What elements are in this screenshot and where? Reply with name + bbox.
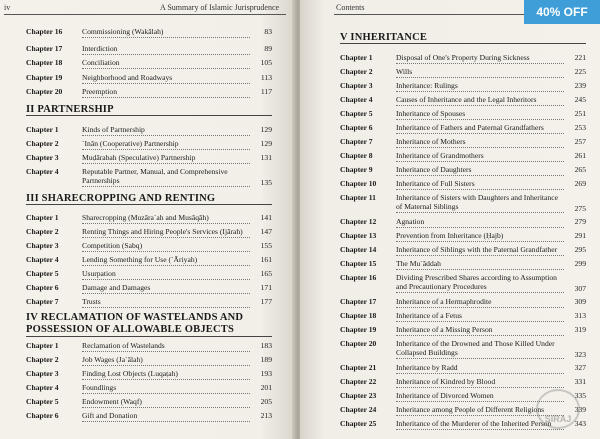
toc-row[interactable]: Chapter 19 Inheritance of a Missing Person 319 (340, 325, 586, 334)
section-heading: IV RECLAMATION OF WASTELANDS AND POSSESSION OF ALLOWABLE OBJECTS (26, 312, 272, 338)
toc-row[interactable]: Chapter 2 Job Wages (Ja`ālah) 189 (26, 355, 272, 364)
toc-row[interactable]: Chapter 22 Inheritance of Kindred by Blood 331 (340, 377, 586, 386)
toc-row[interactable]: Chapter 1 Disposal of One's Property During Sickness 221 (340, 53, 586, 62)
right-running-title: Contents (336, 3, 365, 12)
toc-row[interactable]: Chapter 2 `Inān (Cooperative) Partnership 129 (26, 139, 272, 148)
toc-row[interactable]: Chapter 4 Foundlings 201 (26, 383, 272, 392)
toc-row[interactable]: Chapter 4 Lending Something for Use (`Āriyah) 161 (26, 255, 272, 264)
toc-row[interactable]: Chapter 12 Agnation 279 (340, 217, 586, 226)
toc-row[interactable]: Chapter 14 Inheritance of Siblings with the Paternal Grandfather 295 (340, 245, 586, 254)
toc-row[interactable]: Chapter 7 Trusts 177 (26, 297, 272, 306)
toc-row[interactable]: Chapter 6 Gift and Donation 213 (26, 411, 272, 420)
toc-row[interactable]: Chapter 1 Sharecropping (Muzāra`ah and Musāqāh) 141 (26, 213, 272, 222)
toc-row[interactable]: Chapter 3 Muḍārabah (Speculative) Partnership 131 (26, 153, 272, 162)
toc-row[interactable]: Chapter 10 Inheritance of Full Sisters 269 (340, 179, 586, 188)
toc-row[interactable]: Chapter 2 Wills 225 (340, 67, 586, 76)
toc-row[interactable]: Chapter 3 Inheritance: Rulings 239 (340, 81, 586, 90)
toc-row[interactable]: Chapter 1 Reclamation of Wastelands 183 (26, 341, 272, 350)
toc-row[interactable]: Chapter 21 Inheritance by Radd 327 (340, 363, 586, 372)
discount-badge[interactable]: 40% OFF (524, 0, 600, 24)
toc-row[interactable]: Chapter 13 Prevention from Inheritance (Ḥajb) 291 (340, 231, 586, 240)
toc-row[interactable]: Chapter 23 Inheritance of Divorced Women 335 (340, 391, 586, 400)
section-heading: V INHERITANCE (340, 33, 586, 44)
toc-row[interactable]: Chapter 3 Competition (Sabq) 155 (26, 241, 272, 250)
section-heading: III SHARECROPPING AND RENTING (26, 194, 272, 205)
toc-row[interactable]: Chapter 5 Usurpation 165 (26, 269, 272, 278)
toc-row[interactable]: Chapter 24 Inheritance among People of Different Religions 339 (340, 405, 586, 414)
toc-row[interactable]: Chapter 5 Endowment (Waqf) 205 (26, 397, 272, 406)
toc-row[interactable]: Chapter 19 Neighborhood and Roadways 113 (26, 73, 272, 82)
toc-row[interactable]: Chapter 17 Inheritance of a Hermaphrodite 309 (340, 297, 586, 306)
toc-row[interactable]: Chapter 6 Damage and Damages 171 (26, 283, 272, 292)
section-heading: II PARTNERSHIP (26, 105, 272, 116)
toc-row[interactable]: Chapter 3 Finding Lost Objects (Luqaṭah) 193 (26, 369, 272, 378)
siraj-watermark: SIRAJ (536, 389, 580, 429)
toc-row[interactable]: Chapter 25 Inheritance of the Murderer of the Inherited Person 343 (340, 419, 586, 428)
toc-row[interactable]: Chapter 8 Inheritance of Grandmothers 261 (340, 151, 586, 160)
toc-row[interactable]: Chapter 7 Inheritance of Mothers 257 (340, 137, 586, 146)
left-page-number: iv (4, 3, 11, 12)
toc-row[interactable]: Chapter 6 Inheritance of Fathers and Paternal Grandfathers 253 (340, 123, 586, 132)
toc-row[interactable]: Chapter 9 Inheritance of Daughters 265 (340, 165, 586, 174)
toc-row[interactable]: Chapter 4 Causes of Inheritance and the Legal Inheritors 245 (340, 95, 586, 104)
left-running-title: A Summary of Islamic Jurisprudence (160, 3, 280, 12)
toc-row[interactable]: Chapter 18 Inheritance of a Fetus 313 (340, 311, 586, 320)
toc-row[interactable]: Chapter 20 Preemption 117 (26, 87, 272, 96)
toc-row[interactable]: Chapter 16 Commissioning (Wakālah) 83 (26, 27, 272, 36)
toc-row[interactable]: Chapter 4 Reputable Partner, Manual, and Comprehensive Partnerships 135 (26, 167, 272, 187)
toc-row[interactable]: Chapter 2 Renting Things and Hiring People's Services (Ijārah) 147 (26, 227, 272, 236)
toc-row[interactable]: Chapter 15 The Mu`āddah 299 (340, 259, 586, 268)
toc-row[interactable]: Chapter 1 Kinds of Partnership 129 (26, 125, 272, 134)
left-page (0, 0, 296, 439)
toc-row[interactable]: Chapter 16 Dividing Prescribed Shares according to Assumption and Precautionary Procedures 307 (340, 273, 586, 293)
toc-row[interactable]: Chapter 11 Inheritance of Sisters with Daughters and Inheritance of Maternal Siblings 275 (340, 193, 586, 213)
toc-row[interactable]: Chapter 17 Interdiction 89 (26, 44, 272, 53)
right-page (300, 0, 600, 439)
toc-row[interactable]: Chapter 18 Conciliation 105 (26, 58, 272, 67)
toc-row[interactable]: Chapter 20 Inheritance of the Drowned and Those Killed Under Collapsed Buildings 323 (340, 339, 586, 359)
toc-row[interactable]: Chapter 5 Inheritance of Spouses 251 (340, 109, 586, 118)
left-header-rule (4, 14, 286, 15)
